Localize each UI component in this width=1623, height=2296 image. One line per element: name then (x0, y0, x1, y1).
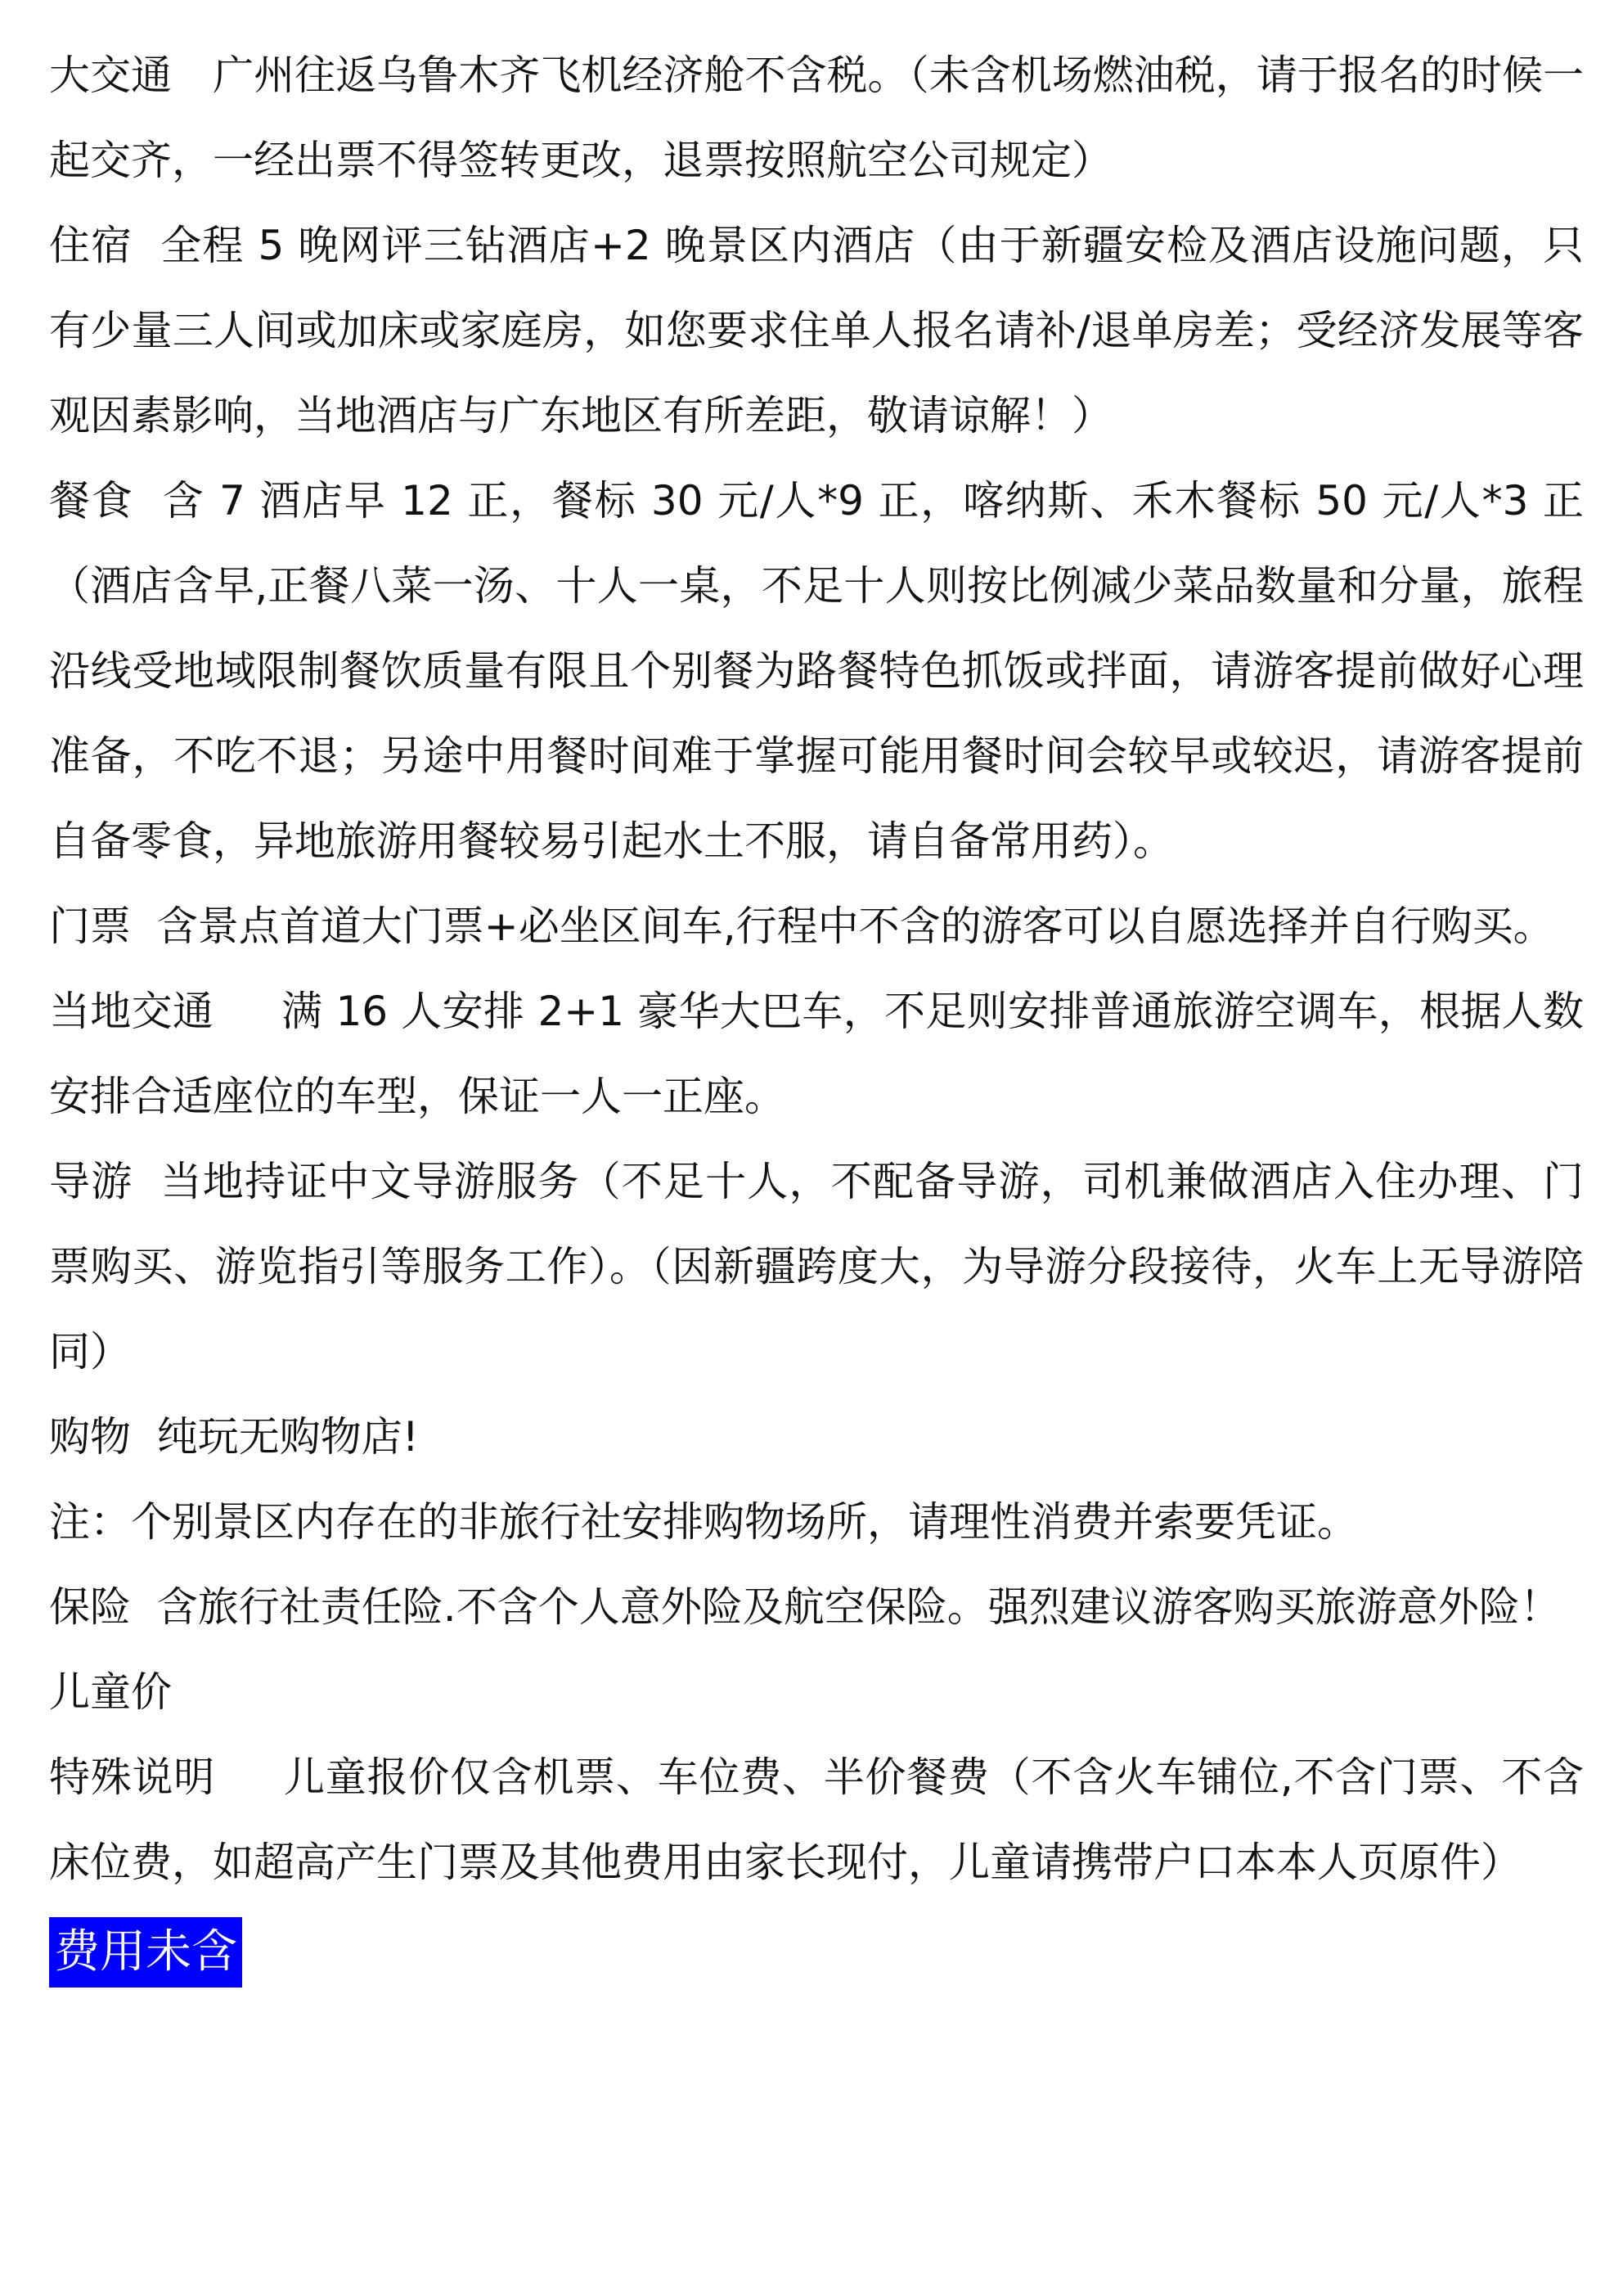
excluded-costs-heading: 费用未含 (49, 1917, 242, 1988)
section-text: 纯玩无购物店! (156, 1413, 419, 1461)
section-accommodation (49, 203, 1584, 458)
document-page (49, 33, 1584, 1995)
section-local-transport (49, 969, 1584, 1139)
section-label: 儿童价 (49, 1668, 172, 1716)
section-gap (133, 1158, 160, 1205)
section-text: 儿童报价仅含机票、车位费、半价餐费（不含火车铺位,不含门票、不含床位费，如超高产生门票及其他费用由家长现付，儿童请携带户口本本人页原件） (49, 1754, 1584, 1886)
section-meals (49, 458, 1584, 884)
section-label: 大交通 (49, 52, 173, 99)
section-text: 含景点首道大门票+必坐区间车,行程中不含的游客可以自愿选择并自行购买。 (156, 903, 1554, 950)
section-insurance (49, 1564, 1584, 1650)
section-child-price (49, 1650, 1584, 1735)
section-gap (131, 903, 157, 950)
section-label: 保险 (49, 1583, 131, 1631)
section-shopping (49, 1394, 1584, 1479)
section-special-notes (49, 1735, 1584, 1905)
section-text: 全程 5 晚网评三钻酒店+2 晚景区内酒店（由于新疆安检及酒店设施问题，只有少量三人间或加床或家庭房，如您要求住单人报名请补/退单房差；受经济发展等客观因素影响，当地酒店与广东地区有所差距，敬请谅解！） (49, 222, 1584, 439)
section-label: 住宿 (49, 222, 133, 269)
section-text: 满 16 人安排 2+1 豪华大巴车，不足则安排普通旅游空调车，根据人数安排合适座位的车型，保证一人一正座。 (49, 988, 1584, 1120)
section-label: 门票 (49, 903, 131, 950)
section-text: 含旅行社责任险.不含个人意外险及航空保险。强烈建议游客购买旅游意外险！ (156, 1583, 1561, 1631)
section-label: 餐食 (49, 477, 134, 524)
section-gap (133, 222, 160, 269)
section-guide (49, 1139, 1584, 1394)
section-gap (131, 1583, 157, 1631)
section-shopping-note (49, 1479, 1584, 1564)
section-label: 导游 (49, 1158, 133, 1205)
section-gap (133, 477, 162, 524)
section-text: 当地持证中文导游服务（不足十人，不配备导游，司机兼做酒店入住办理、门票购买、游览指引等服务工作）。（因新疆跨度大，为导游分段接待，火车上无导游陪同） (49, 1158, 1585, 1375)
section-gap (214, 988, 281, 1035)
section-label: 特殊说明 (49, 1754, 215, 1801)
section-text: 含 7 酒店早 12 正，餐标 30 元/人*9 正，喀纳斯、禾木餐标 50 元/人*3 正（酒店含早,正餐八菜一汤、十人一桌，不足十人则按比例减少菜品数量和分量，旅程沿线受地域限制餐饮质量有限且个别餐为路餐特色抓饭或拌面，请游客提前做好心理准备，不吃不退；另途中用餐时间难于掌握可能用餐时间会较早或较迟，请游客提前自备零食，异地旅游用餐较易引起水土不服，请自备常用药）。 (49, 477, 1584, 865)
section-gap (131, 1413, 157, 1461)
section-tickets (49, 884, 1584, 969)
section-gap (172, 52, 213, 99)
section-text: 注：个别景区内存在的非旅行社安排购物场所，请理性消费并索要凭证。 (49, 1498, 1358, 1546)
section-gap (215, 1754, 284, 1801)
section-label: 当地交通 (49, 988, 214, 1035)
section-air-transport (49, 33, 1584, 203)
excluded-costs-heading-row (49, 1910, 1584, 1995)
section-text: 广州往返乌鲁木齐飞机经济舱不含税。（未含机场燃油税，请于报名的时候一起交齐，一经出票不得签转更改，退票按照航空公司规定） (49, 52, 1585, 184)
section-label: 购物 (49, 1413, 131, 1461)
